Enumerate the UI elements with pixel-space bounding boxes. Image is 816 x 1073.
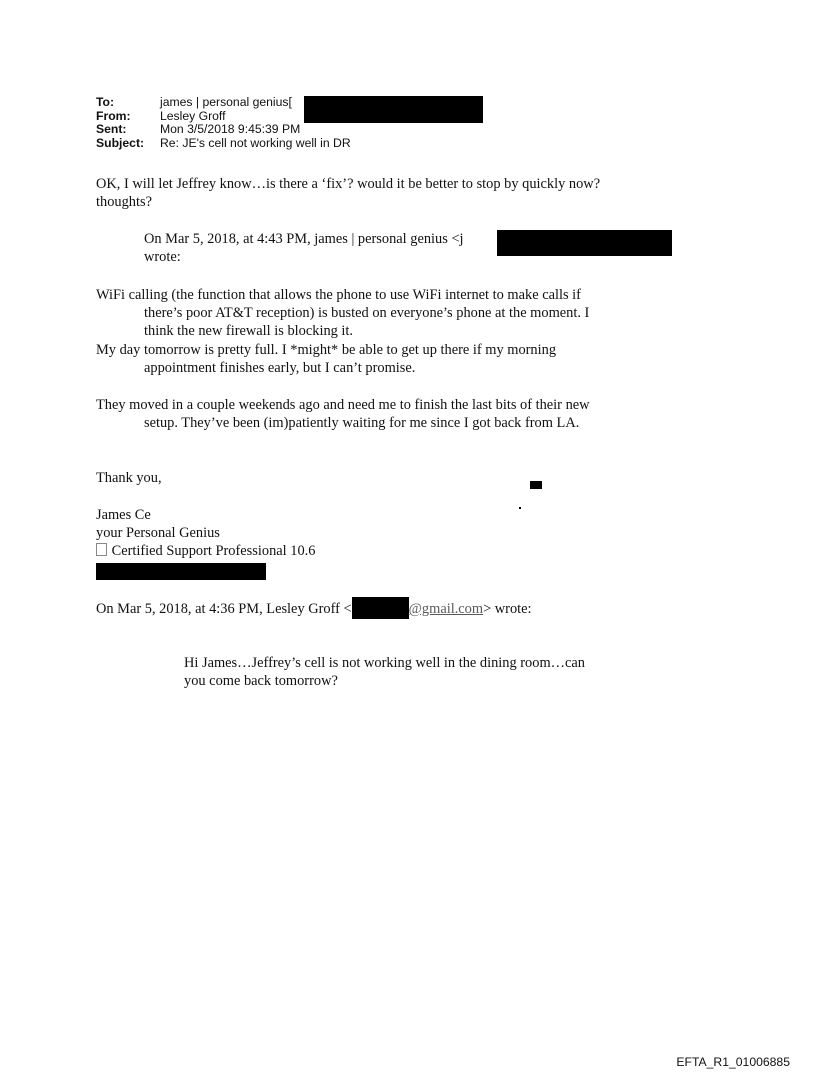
quote2-suffix: > wrote: (483, 601, 532, 617)
redaction-to-email (304, 96, 483, 123)
reply-line-2: thoughts? (96, 194, 152, 211)
to-value: james | personal genius[ (160, 95, 292, 109)
p3-line-2: setup. They’ve been (im)patiently waiting for me since I got back from LA. (144, 415, 580, 432)
subject-label: Subject: (96, 135, 145, 150)
redaction-signature-contact (96, 563, 266, 580)
p1-line-1: WiFi calling (the function that allows the phone to use WiFi internet to make calls if (96, 287, 581, 303)
to-label: To: (96, 95, 115, 109)
p2-line-2: appointment finishes early, but I can’t promise. (144, 360, 416, 377)
redaction-mark-small (530, 481, 542, 489)
from-value: Lesley Groff (160, 108, 226, 123)
schedule-paragraph (96, 341, 556, 377)
redaction-dot (519, 507, 521, 509)
quote1-line-2: wrote: (144, 249, 181, 266)
quoted-attribution-lesley (96, 597, 532, 619)
from-label: From: (96, 108, 131, 123)
subject-value: Re: JE's cell not working well in DR (160, 135, 351, 150)
reply-text (96, 175, 600, 211)
redaction-lesley-email-user (352, 597, 409, 619)
sent-row (96, 123, 351, 137)
p1-line-3: think the new firewall is blocking it. (144, 323, 354, 340)
apple-logo-icon (96, 543, 107, 556)
sent-value: Mon 3/5/2018 9:45:39 PM (160, 122, 301, 137)
p2-line-1: My day tomorrow is pretty full. I *might* be able to get up there if my morning (96, 342, 557, 358)
wifi-paragraph (96, 286, 589, 341)
signature-block (96, 506, 315, 561)
p1-line-2: there’s poor AT&T reception) is busted on everyone’s phone at the moment. I (144, 305, 590, 322)
signature-thanks: Thank you, (96, 470, 162, 486)
quoted-attribution-james (144, 230, 464, 266)
quote2-prefix: On Mar 5, 2018, at 4:36 PM, Lesley Groff < (96, 601, 352, 617)
signature-cert (96, 542, 315, 560)
subject-row (96, 137, 351, 151)
original-message (184, 654, 585, 690)
signature-title: your Personal Genius (96, 525, 220, 542)
redaction-james-email (497, 230, 672, 256)
reply-line-1: OK, I will let Jeffrey know…is there a ‘fix’? would it be better to stop by quickly now? (96, 176, 601, 192)
signature-cert-text: Certified Support Professional 10.6 (108, 543, 316, 560)
lesley-email-link[interactable]: @gmail.com (408, 601, 484, 617)
document-id: EFTA_R1_01006885 (676, 1055, 790, 1069)
signature-name: James Ce (96, 507, 151, 523)
original-line-1: Hi James…Jeffrey’s cell is not working well in the dining room…can (184, 655, 585, 671)
moved-paragraph (96, 396, 590, 432)
original-line-2: you come back tomorrow? (184, 673, 338, 690)
sent-label: Sent: (96, 122, 127, 137)
quote1-line-1: On Mar 5, 2018, at 4:43 PM, james | personal genius <j (144, 231, 464, 247)
p3-line-1: They moved in a couple weekends ago and need me to finish the last bits of their new (96, 397, 590, 413)
